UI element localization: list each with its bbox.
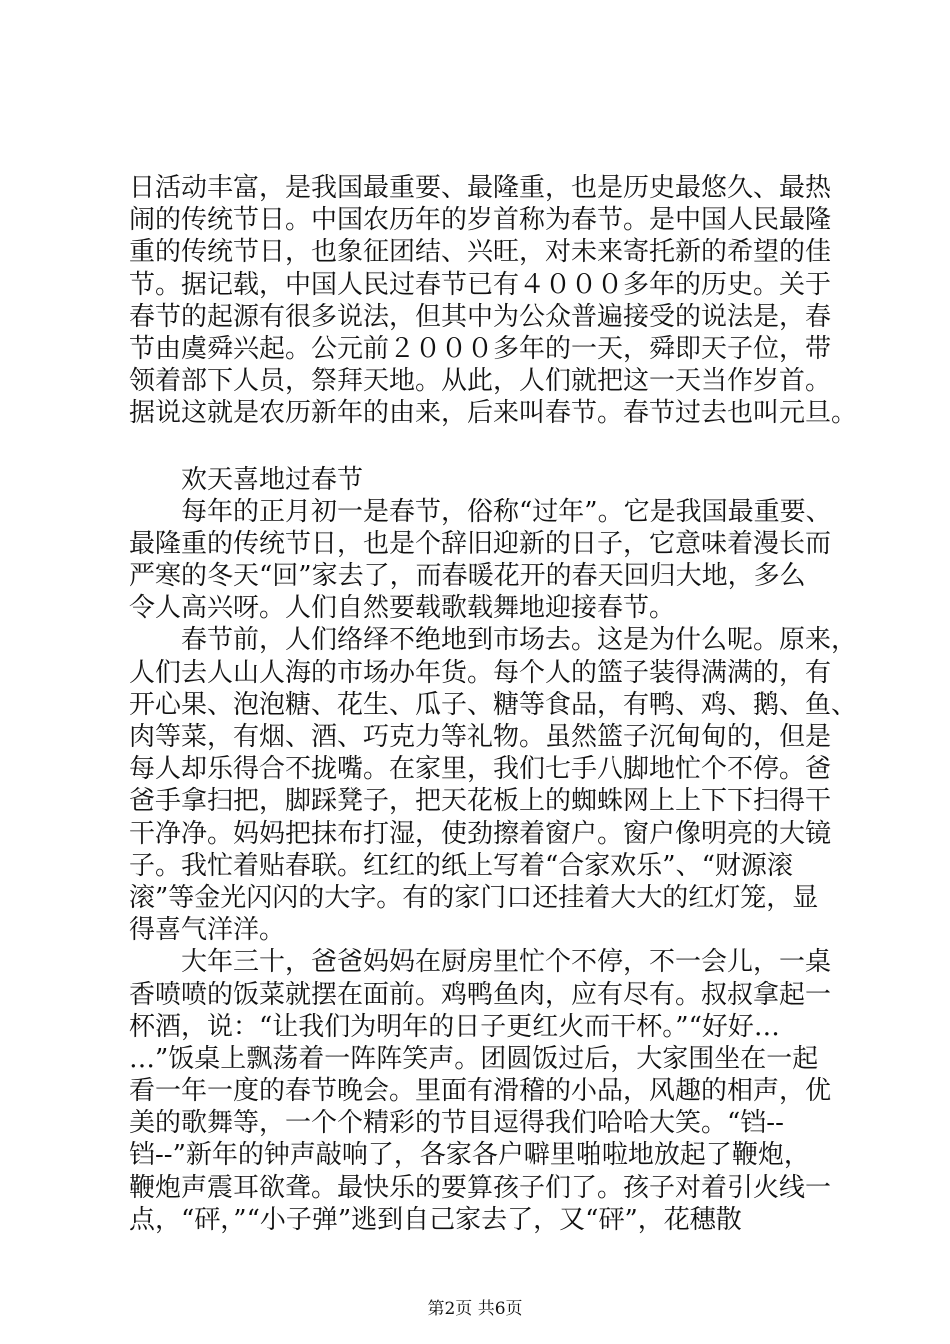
essay-paragraph-2	[129, 624, 858, 946]
text-line: 铛--”新年的钟声敲响了，各家各户噼里啪啦地放起了鞭炮，	[129, 1140, 810, 1171]
text-line: 领着部下人员，祭拜天地。从此，人们就把这一天当作岁首。	[129, 366, 832, 397]
text-line: 节。据记载，中国人民过春节已有４０００多年的历史。关于	[129, 269, 832, 300]
text-line: 欢天喜地过春节	[129, 464, 364, 495]
text-line: 每年的正月初一是春节，俗称“过年”。它是我国最重要、	[129, 496, 832, 527]
essay-paragraph-1	[129, 496, 849, 625]
text-line: 节由虞舜兴起。公元前２０００多年的一天，舜即天子位，带	[129, 333, 832, 364]
text-line: 最隆重的传统节日，也是个辞旧迎新的日子，它意味着漫长而	[129, 528, 832, 559]
text-line: 美的歌舞等，一个个精彩的节目逗得我们哈哈大笑。“铛--	[129, 1108, 784, 1139]
text-line: 春节前，人们络绎不绝地到市场去。这是为什么呢。原来，	[129, 625, 858, 656]
text-line: 爸手拿扫把，脚踩凳子，把天花板上的蜘蛛网上上下下扫得干	[129, 786, 832, 817]
text-line: 点，“砰，”“小子弹”逃到自己家去了，又“砰”，花穗散	[129, 1204, 742, 1235]
text-line: 人们去人山人海的市场办年货。每个人的篮子装得满满的，有	[129, 657, 832, 688]
text-line: 闹的传统节日。中国农历年的岁首称为春节。是中国人民最隆	[129, 205, 832, 236]
text-line: 开心果、泡泡糖、花生、瓜子、糖等食品，有鸭、鸡、鹅、鱼、	[129, 689, 858, 720]
text-line: 大年三十，爸爸妈妈在厨房里忙个不停，不一会儿，一桌	[129, 947, 832, 978]
text-line: 鞭炮声震耳欲聋。最快乐的要算孩子们了。孩子对着引火线一	[129, 1172, 832, 1203]
text-line: 据说这就是农历新年的由来，后来叫春节。春节过去也叫元旦。	[129, 398, 858, 429]
text-line: 日活动丰富，是我国最重要、最隆重，也是历史最悠久、最热	[129, 173, 832, 203]
paragraph-gap	[129, 430, 849, 464]
essay-title	[129, 464, 849, 496]
document-body	[129, 172, 858, 1236]
text-line: 每人却乐得合不拢嘴。在家里，我们七手八脚地忙个不停。爸	[129, 754, 832, 785]
text-line: 香喷喷的饭菜就摆在面前。鸡鸭鱼肉，应有尽有。叔叔拿起一	[129, 979, 832, 1010]
text-line: …”饭桌上飘荡着一阵阵笑声。团圆饭过后，大家围坐在一起	[129, 1043, 819, 1074]
intro-paragraph	[129, 172, 858, 430]
text-line: 令人高兴呀。人们自然要载歌载舞地迎接春节。	[129, 593, 676, 624]
text-line: 得喜气洋洋。	[129, 915, 286, 946]
essay-paragraph-3	[129, 946, 849, 1236]
text-line: 干净净。妈妈把抹布打湿，使劲擦着窗户。窗户像明亮的大镜	[129, 818, 832, 849]
text-line: 肉等菜，有烟、酒、巧克力等礼物。虽然篮子沉甸甸的，但是	[129, 722, 832, 752]
text-line: 看一年一度的春节晚会。里面有滑稽的小品，风趣的相声，优	[129, 1076, 832, 1107]
text-line: 春节的起源有很多说法，但其中为公众普遍接受的说法是，春	[129, 301, 832, 332]
text-line: 滚”等金光闪闪的大字。有的家门口还挂着大大的红灯笼，显	[129, 882, 819, 913]
page-footer: 第2页 共6页	[427, 1299, 523, 1319]
text-line: 杯酒，说：“让我们为明年的日子更红火而干杯。”“好好…	[129, 1011, 780, 1042]
text-line: 子。我忙着贴春联。红红的纸上写着“合家欢乐”、“财源滚	[129, 850, 793, 881]
text-line: 严寒的冬天“回”家去了，而春暖花开的春天回归大地，多么	[129, 561, 806, 592]
text-line: 重的传统节日，也象征团结、兴旺，对未来寄托新的希望的佳	[129, 237, 832, 268]
